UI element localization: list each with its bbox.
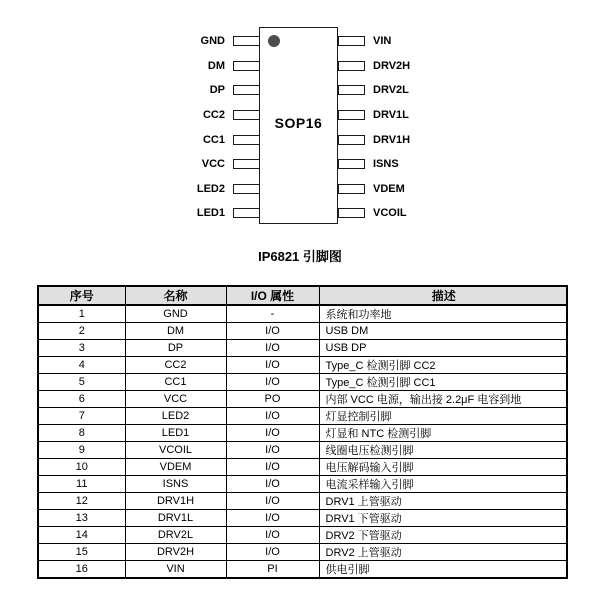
pin1-dot-icon — [268, 35, 280, 47]
pin-io: I/O — [226, 374, 319, 391]
pin-name: LED2 — [125, 408, 226, 425]
table-row — [38, 425, 567, 442]
table-row — [38, 391, 567, 408]
pin-label: LED2 — [196, 183, 225, 195]
pin-description: DRV2 上管驱动 — [319, 544, 567, 561]
pin-label: GND — [200, 35, 225, 47]
column-header-name: 名称 — [125, 286, 226, 305]
pin-label: DRV1L — [373, 109, 409, 121]
pin-io: - — [226, 305, 319, 323]
pin-label: DM — [207, 60, 225, 72]
pin-stub — [338, 36, 365, 46]
pin-number: 15 — [38, 544, 125, 561]
pin-right-16 — [338, 33, 600, 49]
pin-description: 灯显和 NTC 检测引脚 — [319, 425, 567, 442]
table-row — [38, 544, 567, 561]
diagram-caption: IP6821 引脚图 — [258, 249, 342, 264]
table-row — [38, 527, 567, 544]
pin-io: I/O — [226, 527, 319, 544]
pin-right-13 — [338, 107, 600, 123]
pin-left-5 — [0, 132, 260, 148]
pin-name: CC1 — [125, 374, 226, 391]
pin-left-4 — [0, 107, 260, 123]
pin-stub — [233, 159, 260, 169]
pin-io: I/O — [226, 459, 319, 476]
pin-label: CC1 — [202, 134, 225, 146]
pin-name: GND — [125, 305, 226, 323]
column-header-io: I/O 属性 — [226, 286, 319, 305]
pin-number: 4 — [38, 357, 125, 374]
pin-right-14 — [338, 82, 600, 98]
column-header-description: 描述 — [319, 286, 567, 305]
pin-right-10 — [338, 181, 600, 197]
pin-number: 5 — [38, 374, 125, 391]
pin-description: DRV1 下管驱动 — [319, 510, 567, 527]
pin-left-3 — [0, 82, 260, 98]
pin-left-1 — [0, 33, 260, 49]
pin-number: 8 — [38, 425, 125, 442]
pin-label: VIN — [373, 35, 392, 47]
pin-name: DM — [125, 323, 226, 340]
table-row — [38, 374, 567, 391]
pin-left-2 — [0, 58, 260, 74]
pin-number: 9 — [38, 442, 125, 459]
pin-right-11 — [338, 156, 600, 172]
pin-io: I/O — [226, 408, 319, 425]
table-row — [38, 510, 567, 527]
pin-label: ISNS — [373, 158, 399, 170]
pin-stub — [233, 85, 260, 95]
pin-number: 13 — [38, 510, 125, 527]
pin-right-15 — [338, 58, 600, 74]
pin-label: DRV2L — [373, 84, 409, 96]
pin-io: I/O — [226, 476, 319, 493]
table-row — [38, 305, 567, 323]
table-row — [38, 459, 567, 476]
pin-description: 电压解码输入引脚 — [319, 459, 567, 476]
pin-io: I/O — [226, 510, 319, 527]
pin-label: DRV1H — [373, 134, 411, 146]
pin-description: Type_C 检测引脚 CC1 — [319, 374, 567, 391]
pin-right-12 — [338, 132, 600, 148]
pin-label: VDEM — [373, 183, 405, 195]
pin-description: USB DP — [319, 340, 567, 357]
pin-description: 电流采样输入引脚 — [319, 476, 567, 493]
pin-io: I/O — [226, 442, 319, 459]
table-row — [38, 323, 567, 340]
pin-stub — [338, 135, 365, 145]
pin-description: 供电引脚 — [319, 561, 567, 579]
pin-left-7 — [0, 181, 260, 197]
pin-io: PI — [226, 561, 319, 579]
pin-name: DRV2H — [125, 544, 226, 561]
table-row — [38, 476, 567, 493]
pin-number: 1 — [38, 305, 125, 323]
pin-left-8 — [0, 205, 260, 221]
pin-stub — [338, 184, 365, 194]
pin-label: LED1 — [196, 207, 225, 219]
pin-name: ISNS — [125, 476, 226, 493]
pin-description: USB DM — [319, 323, 567, 340]
pin-io: PO — [226, 391, 319, 408]
package-label: SOP16 — [274, 115, 323, 131]
pin-stub — [233, 135, 260, 145]
pin-stub — [338, 85, 365, 95]
pin-description-table — [37, 285, 568, 579]
pin-description: DRV2 下管驱动 — [319, 527, 567, 544]
pin-right-9 — [338, 205, 600, 221]
pin-number: 3 — [38, 340, 125, 357]
pin-label: DP — [209, 84, 225, 96]
pin-stub — [233, 184, 260, 194]
pin-number: 16 — [38, 561, 125, 579]
pin-number: 10 — [38, 459, 125, 476]
pin-name: CC2 — [125, 357, 226, 374]
pin-stub — [338, 110, 365, 120]
pin-name: VIN — [125, 561, 226, 579]
pin-io: I/O — [226, 323, 319, 340]
pin-io: I/O — [226, 493, 319, 510]
pin-stub — [338, 61, 365, 71]
pin-description: 系统和功率地 — [319, 305, 567, 323]
pin-name: VCC — [125, 391, 226, 408]
table-header-row — [38, 286, 567, 305]
pin-name: DRV1H — [125, 493, 226, 510]
pin-stub — [233, 61, 260, 71]
pin-name: VCOIL — [125, 442, 226, 459]
pin-number: 12 — [38, 493, 125, 510]
pin-name: DP — [125, 340, 226, 357]
pin-io: I/O — [226, 340, 319, 357]
pin-label: DRV2H — [373, 60, 411, 72]
pin-stub — [233, 208, 260, 218]
table-row — [38, 340, 567, 357]
pin-label: VCOIL — [373, 207, 407, 219]
column-header-number: 序号 — [38, 286, 125, 305]
pin-io: I/O — [226, 425, 319, 442]
pin-label: CC2 — [202, 109, 225, 121]
pin-number: 11 — [38, 476, 125, 493]
table-row — [38, 408, 567, 425]
table-row — [38, 561, 567, 579]
pin-number: 14 — [38, 527, 125, 544]
pin-io: I/O — [226, 544, 319, 561]
pin-stub — [338, 159, 365, 169]
pin-name: DRV1L — [125, 510, 226, 527]
pin-description: DRV1 上管驱动 — [319, 493, 567, 510]
pin-stub — [233, 36, 260, 46]
pin-name: LED1 — [125, 425, 226, 442]
pin-description: 灯显控制引脚 — [319, 408, 567, 425]
pin-stub — [233, 110, 260, 120]
table-row — [38, 493, 567, 510]
table-row — [38, 442, 567, 459]
pin-io: I/O — [226, 357, 319, 374]
pin-label: VCC — [201, 158, 225, 170]
pin-description: 线圈电压检测引脚 — [319, 442, 567, 459]
pin-number: 7 — [38, 408, 125, 425]
pin-number: 6 — [38, 391, 125, 408]
pin-stub — [338, 208, 365, 218]
table-row — [38, 357, 567, 374]
pin-description: Type_C 检测引脚 CC2 — [319, 357, 567, 374]
pin-left-6 — [0, 156, 260, 172]
pin-description: 内部 VCC 电源，输出接 2.2μF 电容到地 — [319, 391, 567, 408]
pin-name: VDEM — [125, 459, 226, 476]
pin-number: 2 — [38, 323, 125, 340]
pin-name: DRV2L — [125, 527, 226, 544]
